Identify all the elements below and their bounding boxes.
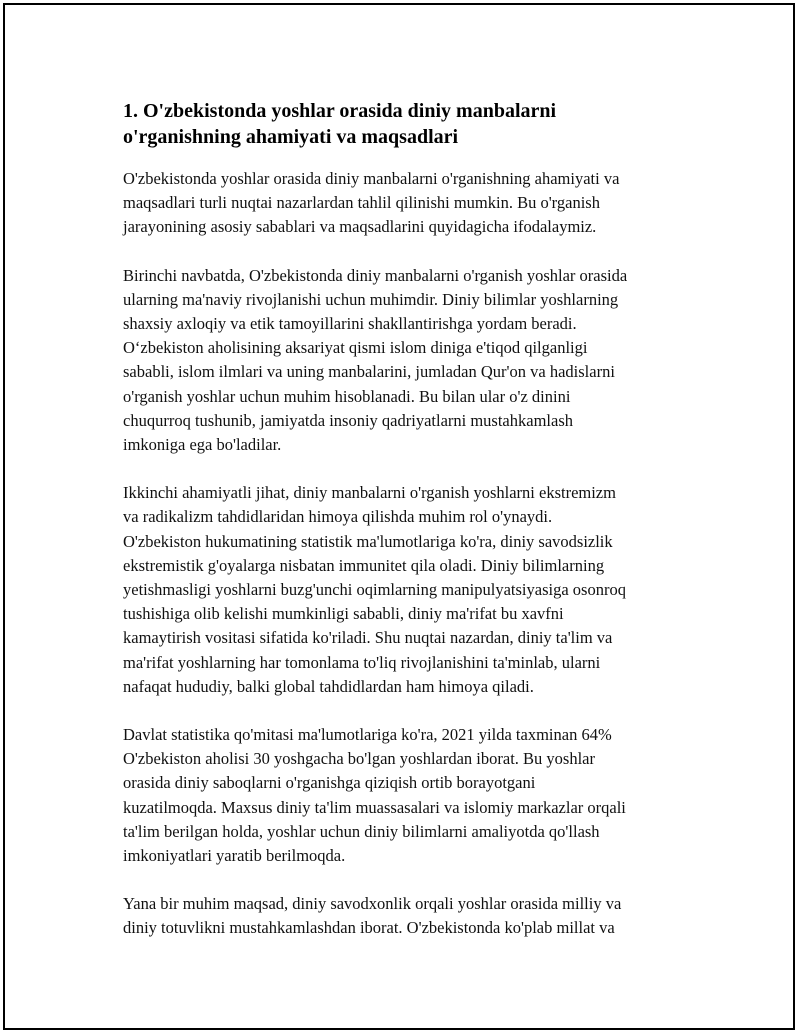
text-line: O'zbekiston hukumatining statistik ma'lumotlariga ko'ra, diniy savodsizlik (123, 531, 613, 551)
text-line: shaxsiy axloqiy va etik tamoyillarini shakllantirishga yordam beradi. (123, 314, 577, 334)
text-line: jarayonining asosiy sabablari va maqsadlarini quyidagicha ifodalaymiz. (123, 217, 597, 237)
document-body (123, 98, 698, 965)
text-line: Davlat statistika qo'mitasi ma'lumotlariga ko'ra, 2021 yilda taxminan 64% (123, 725, 612, 745)
text-line: ta'lim berilgan holda, yoshlar uchun diniy bilimlarni amaliyotda qo'llash (123, 821, 600, 841)
text-line: O'zbekistonda yoshlar orasida diniy manbalarni o'rganishning ahamiyati va (123, 169, 620, 188)
text-line: Birinchi navbatda, O'zbekistonda diniy manbalarni o'rganish yoshlar orasida (123, 265, 628, 285)
text-line: maqsadlari turli nuqtai nazarlardan tahlil qilinishi mumkin. Bu o'rganish (123, 193, 600, 213)
text-line: O‘zbekiston aholisining aksariyat qismi islom diniga e'tiqod qilganligi (123, 338, 588, 358)
text-line: kamaytirish vositasi sifatida ko'riladi. Shu nuqtai nazardan, diniy ta'lim va (123, 628, 613, 648)
text-line: Yana bir muhim maqsad, diniy savodxonlik orqali yoshlar orasida milliy va (123, 894, 622, 914)
text-line: sababli, islom ilmlari va uning manbalarini, jumladan Qur'on va hadislarni (123, 362, 615, 382)
text-line: o'rganish yoshlar uchun muhim hisoblanadi. Bu bilan ular o'z dinini (123, 386, 571, 406)
text-line: imkoniyatlari yaratib berilmoqda. (123, 846, 346, 866)
text-line: kuzatilmoqda. Maxsus diniy ta'lim muassasalari va islomiy markazlar orqali (123, 797, 626, 817)
paragraph-statistics (123, 723, 698, 868)
heading-line: 1. O'zbekistonda yoshlar orasida diniy manbalarni (123, 100, 557, 122)
page-frame (3, 3, 795, 1030)
text-line: Ikkinchi ahamiyatli jihat, diniy manbalarni o'rganish yoshlarni ekstremizm (123, 483, 616, 503)
text-line: ma'rifat yoshlarning har tomonlama to'liq rivojlanishini ta'minlab, ularni (123, 652, 601, 672)
text-line: O'zbekiston aholisi 30 yoshgacha bo'lgan yoshlardan iborat. Bu yoshlar (123, 749, 595, 769)
paragraph-second-point (123, 481, 698, 699)
section-heading (123, 98, 698, 150)
text-line: tushishiga olib kelishi mumkinligi sababli, diniy ma'rifat bu xavfni (123, 604, 564, 624)
text-line: chuqurroq tushunib, jamiyatda insoniy qadriyatlarni mustahkamlash (123, 410, 573, 430)
text-line: ularning ma'naviy rivojlanishi uchun muhimdir. Diniy bilimlar yoshlarning (123, 289, 619, 309)
paragraph-intro (123, 167, 698, 240)
paragraph-first-point (123, 264, 698, 458)
text-line: orasida diniy saboqlarni o'rganishga qiziqish ortib borayotgani (123, 773, 536, 793)
text-line: imkoniga ega bo'ladilar. (123, 435, 282, 455)
heading-line: o'rganishning ahamiyati va maqsadlari (123, 126, 459, 148)
text-line: yetishmasligi yoshlarni buzg'unchi oqimlarning manipulyatsiyasiga osonroq (123, 580, 626, 600)
paragraph-further-goal (123, 892, 698, 940)
text-line: diniy totuvlikni mustahkamlashdan iborat. O'zbekistonda ko'plab millat va (123, 918, 615, 938)
text-line: nafaqat hududiy, balki global tahdidlardan ham himoya qiladi. (123, 676, 534, 696)
text-line: ekstremistik g'oyalarga nisbatan immunitet qila oladi. Diniy bilimlarning (123, 555, 605, 575)
text-line: va radikalizm tahdidlaridan himoya qilishda muhim rol o'ynaydi. (123, 507, 553, 527)
